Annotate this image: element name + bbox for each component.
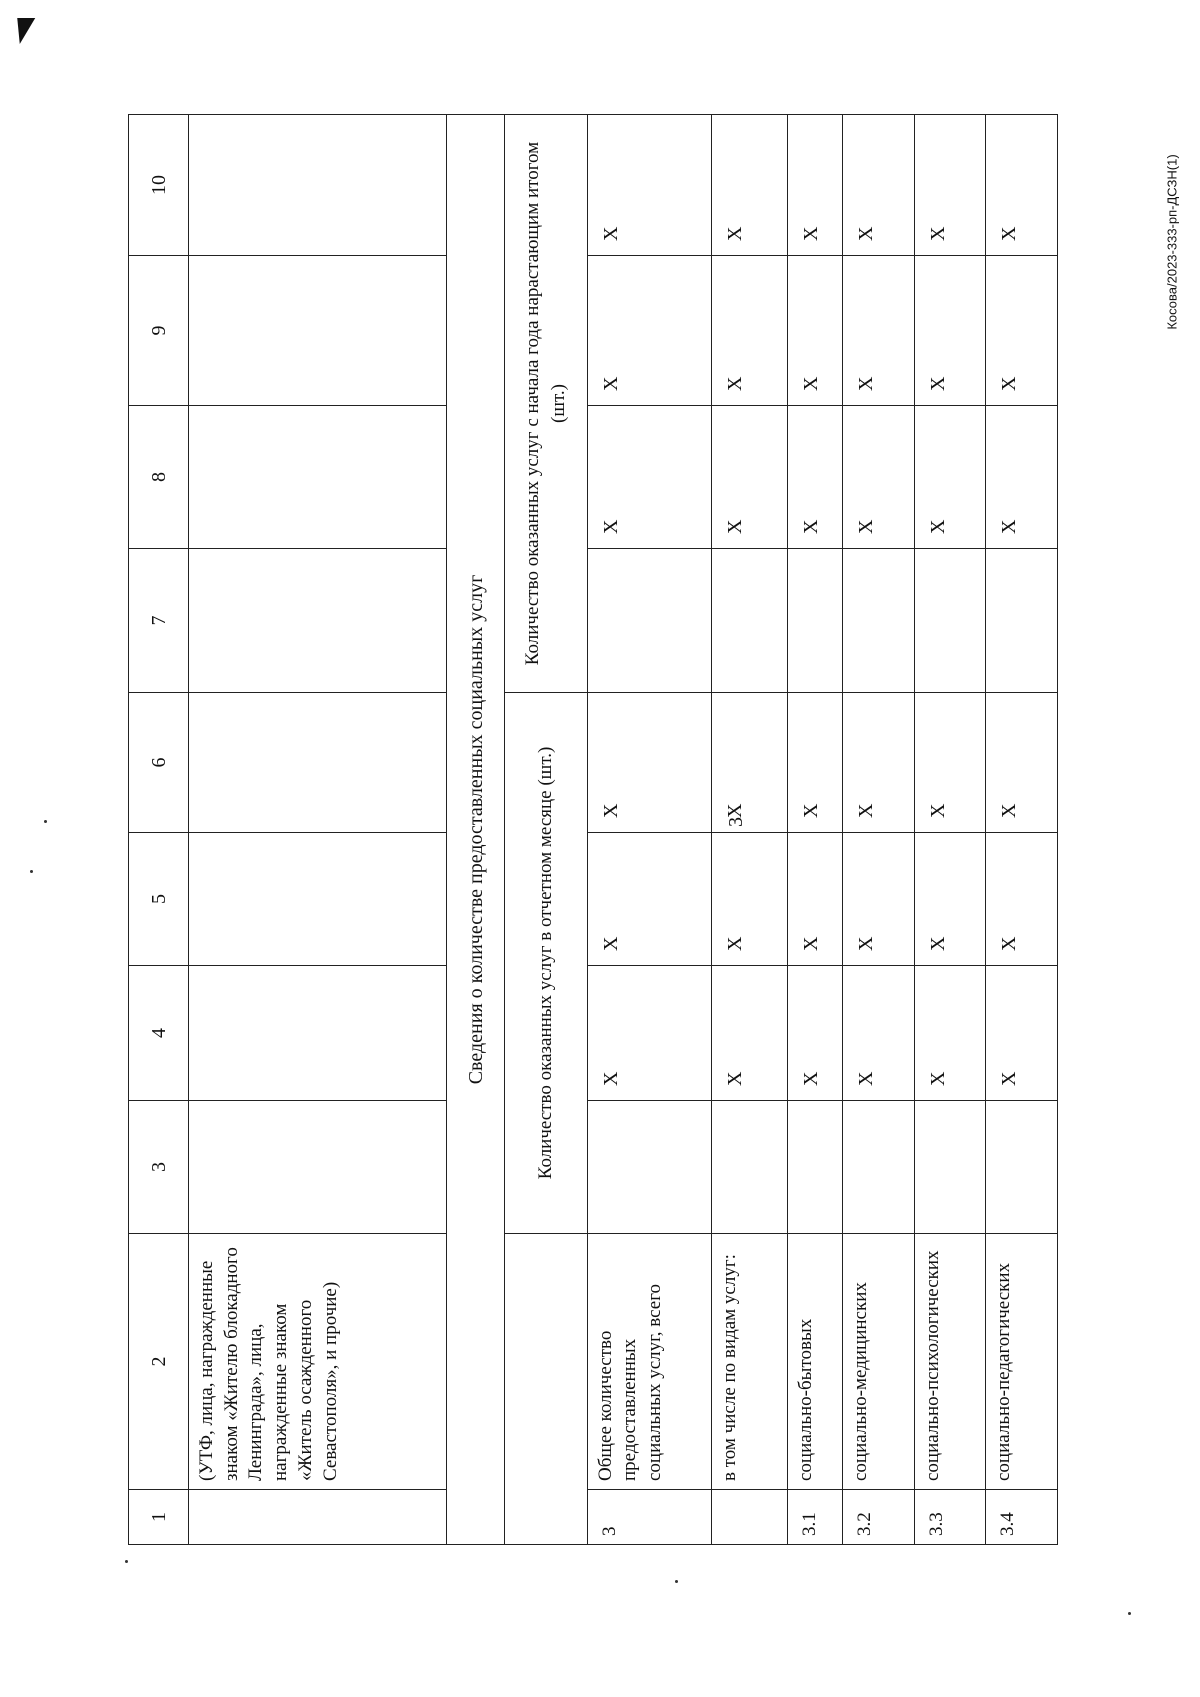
table-cell: X — [914, 693, 986, 833]
column-number: 1 — [129, 1490, 189, 1545]
scan-speck — [125, 1560, 128, 1563]
table-cell — [914, 549, 986, 693]
empty-cell — [189, 256, 447, 406]
table-cell: X — [788, 966, 843, 1101]
table-cell — [914, 1101, 986, 1234]
document-id-text: Косова/2023-333-рп-ДСЗН(1) — [1164, 154, 1180, 330]
column-number: 2 — [129, 1234, 189, 1490]
row-code: 3.3 — [914, 1490, 986, 1545]
table-cell: X — [788, 256, 843, 406]
table-cell: X — [587, 115, 711, 256]
table-cell: X — [712, 115, 788, 256]
table-cell: X — [914, 833, 986, 966]
row-label: в том числе по видам услуг: — [712, 1234, 788, 1490]
column-number: 10 — [129, 115, 189, 256]
table-cell: X — [842, 693, 914, 833]
table-cell — [986, 1101, 1058, 1234]
table-cell — [712, 549, 788, 693]
subheader-year: Количество оказанных услуг с начала года нарастающим итогом (шт.) — [505, 115, 587, 693]
empty-cell — [189, 1101, 447, 1234]
table-cell: X — [587, 256, 711, 406]
column-number: 4 — [129, 966, 189, 1101]
table-row — [587, 115, 711, 1545]
table-cell: X — [914, 115, 986, 256]
table-cell: X — [587, 966, 711, 1101]
column-number: 6 — [129, 693, 189, 833]
table-cell: X — [986, 115, 1058, 256]
table-row — [986, 115, 1058, 1545]
table-rotation-frame — [128, 115, 1058, 1545]
table-cell: X — [712, 406, 788, 549]
empty-cell — [505, 1234, 587, 1545]
table-cell — [986, 549, 1058, 693]
table-row — [842, 115, 914, 1545]
table-cell: X — [788, 693, 843, 833]
table-cell: X — [986, 833, 1058, 966]
table-cell: X — [712, 256, 788, 406]
table-cell — [842, 549, 914, 693]
rotated-table-area — [128, 115, 1058, 1545]
subheader-row — [505, 115, 587, 1545]
empty-cell — [189, 966, 447, 1101]
category-row — [189, 115, 447, 1545]
table-cell: X — [788, 115, 843, 256]
empty-cell — [189, 549, 447, 693]
table-cell: X — [914, 406, 986, 549]
category-description: (УТФ, лица, награжденные знаком «Жителю блокадного Ленинграда», лица, награжденные знаком «Житель осажденного Севастополя», и прочие) — [189, 1234, 447, 1490]
empty-cell — [189, 406, 447, 549]
table-cell: X — [587, 693, 711, 833]
table-cell — [788, 549, 843, 693]
table-cell: X — [914, 256, 986, 406]
column-number-row — [129, 115, 189, 1545]
section-title: Сведения о количестве предоставленных социальных услуг — [447, 115, 505, 1545]
table-cell: X — [788, 406, 843, 549]
scan-speck — [675, 1580, 678, 1583]
table-row — [914, 115, 986, 1545]
table-cell: X — [914, 966, 986, 1101]
scan-speck — [30, 870, 33, 873]
table-cell: X — [587, 406, 711, 549]
scan-corner-mark — [11, 18, 35, 44]
column-number: 9 — [129, 256, 189, 406]
table-cell — [587, 1101, 711, 1234]
table-cell: X — [842, 406, 914, 549]
table-cell: X — [712, 693, 788, 833]
row-code: 3.1 — [788, 1490, 843, 1545]
table-cell — [842, 1101, 914, 1234]
row-code — [712, 1490, 788, 1545]
table-cell: X — [842, 833, 914, 966]
section-title-row — [447, 115, 505, 1545]
table-cell: X — [587, 833, 711, 966]
table-row — [712, 115, 788, 1545]
table-cell: X — [986, 693, 1058, 833]
row-label: социально-психологических — [914, 1234, 986, 1490]
table-cell: X — [842, 256, 914, 406]
table-cell: X — [986, 966, 1058, 1101]
row-code: 3.4 — [986, 1490, 1058, 1545]
table-cell — [712, 1101, 788, 1234]
table-cell: X — [788, 833, 843, 966]
empty-cell — [189, 693, 447, 833]
page-number: 3 — [725, 817, 747, 827]
table-cell: X — [986, 256, 1058, 406]
table-cell: X — [712, 966, 788, 1101]
row-label: социально-медицинских — [842, 1234, 914, 1490]
table-cell — [587, 549, 711, 693]
table-cell — [788, 1101, 843, 1234]
row-label: Общее количество предоставленных социальных услуг, всего — [587, 1234, 711, 1490]
table-cell: X — [842, 115, 914, 256]
row-label: социально-педагогических — [986, 1234, 1058, 1490]
empty-cell — [189, 833, 447, 966]
table-row — [788, 115, 843, 1545]
scan-speck — [1128, 1612, 1131, 1615]
column-number: 3 — [129, 1101, 189, 1234]
column-number: 8 — [129, 406, 189, 549]
services-table — [128, 114, 1058, 1545]
column-number: 7 — [129, 549, 189, 693]
empty-cell — [189, 1490, 447, 1545]
row-code: 3 — [587, 1490, 711, 1545]
row-label: социально-бытовых — [788, 1234, 843, 1490]
table-cell: X — [712, 833, 788, 966]
column-number: 5 — [129, 833, 189, 966]
table-cell: X — [986, 406, 1058, 549]
row-code: 3.2 — [842, 1490, 914, 1545]
subheader-month: Количество оказанных услуг в отчетном месяце (шт.) — [505, 693, 587, 1234]
table-cell: X — [842, 966, 914, 1101]
scan-speck — [44, 820, 47, 823]
empty-cell — [189, 115, 447, 256]
